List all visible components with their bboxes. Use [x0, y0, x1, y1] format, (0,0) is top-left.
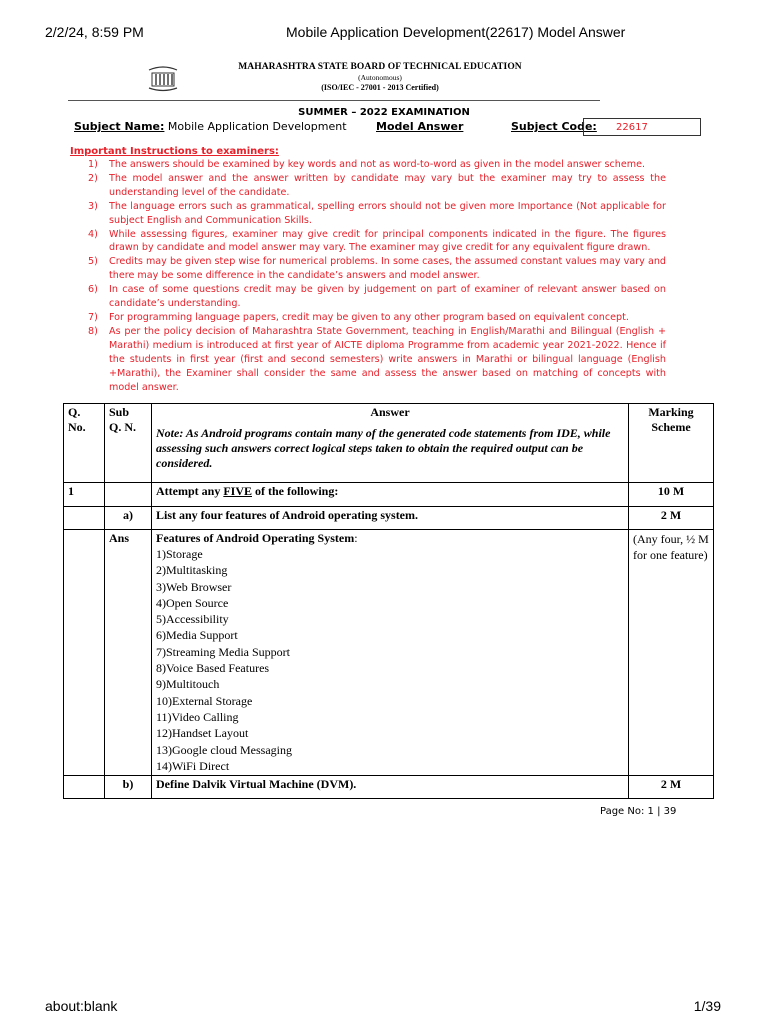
list-item: 9)Multitouch — [156, 677, 220, 692]
question-marks: 10 M — [629, 483, 714, 507]
sub-question-label: b) — [105, 776, 152, 799]
sub-question-label: a) — [105, 507, 152, 530]
board-autonomous: (Autonomous) — [358, 73, 402, 82]
answer-label: Ans — [105, 530, 152, 776]
empty-cell — [64, 776, 105, 799]
table-row — [64, 776, 714, 799]
instruction-number: 3) — [88, 200, 98, 212]
list-item: 5)Accessibility — [156, 612, 229, 627]
instruction-text: Credits may be given step wise for numerical problems. In some cases, the assumed constant values may vary and there may be some difference in the candidate’s answers and model answer. — [109, 256, 666, 282]
subject-name: Mobile Application Development — [167, 120, 347, 133]
instruction-item — [88, 200, 666, 228]
answer-content — [152, 530, 629, 776]
header-q-line1: Q. — [68, 405, 81, 419]
print-header — [45, 24, 723, 44]
header-sub-line2: Q. N. — [109, 420, 136, 434]
table-row — [64, 530, 714, 776]
instruction-number: 1) — [88, 159, 98, 170]
table-row — [64, 507, 714, 530]
sub-question-marks: 2 M — [629, 507, 714, 530]
table-header-row — [64, 404, 714, 483]
question-text-emphasis: FIVE — [223, 484, 252, 498]
header-sub-line1: Sub — [109, 405, 130, 419]
list-item: 13)Google cloud Messaging — [156, 742, 292, 757]
instruction-text: In case of some questions credit may be given by judgement on part of examiner of relevant answer based on candidate’s understanding. — [109, 284, 666, 310]
instruction-text: As per the policy decision of Maharashtra State Government, teaching in English/Marathi and Bilingual (English + Marathi) medium is introduced at first year of AICTE diploma Programme from academic year 2021-2022. Hence if the students in first year (first and second semesters) write answers in Marathi or bilingual language (English +Marathi), the Examiner shall consider the same and assess the answer based on matching of concepts with model answer. — [109, 325, 666, 393]
header-q-no — [64, 404, 105, 483]
empty-cell — [105, 483, 152, 507]
answer-heading-text: Features of Android Operating System — [156, 531, 355, 545]
list-item: 6)Media Support — [156, 628, 238, 643]
print-datetime: 2/2/24, 8:59 PM — [45, 24, 144, 40]
instruction-text: The answers should be examined by key words and not as word-to-word as given in the model answer scheme. — [109, 159, 646, 170]
list-item: 11)Video Calling — [156, 709, 239, 724]
print-footer — [45, 994, 723, 1014]
instruction-item — [88, 283, 666, 311]
sub-question-marks: 2 M — [629, 776, 714, 799]
subject-code-box: 22617 — [583, 118, 701, 136]
list-item: 8)Voice Based Features — [156, 661, 270, 676]
model-answer-label: Model Answer — [376, 120, 464, 133]
instruction-number: 8) — [88, 325, 98, 337]
list-item: 4)Open Source — [156, 595, 229, 610]
question-text-part: Attempt any — [156, 484, 224, 498]
feature-list — [156, 546, 624, 774]
table-row — [64, 483, 714, 507]
instruction-number: 6) — [88, 284, 98, 296]
list-item: 3)Web Browser — [156, 579, 232, 594]
instruction-item — [88, 255, 666, 283]
instruction-text: The language errors such as grammatical, spelling errors should not be given more Importance (Not applicable for subject English and Communication Skills. — [109, 200, 666, 226]
question-text — [152, 483, 629, 507]
subject-label-group — [74, 120, 347, 133]
instruction-item — [88, 158, 666, 172]
msbte-logo-icon — [146, 66, 180, 92]
header-answer — [152, 404, 629, 483]
instructions-title: Important Instructions to examiners: — [70, 146, 279, 157]
instruction-number: 4) — [88, 228, 98, 240]
print-url: about:blank — [45, 998, 118, 1014]
print-document-title: Mobile Application Development(22617) Model Answer — [286, 24, 626, 40]
instruction-number: 7) — [88, 311, 98, 323]
list-item: 1)Storage — [156, 547, 203, 561]
header-sub-q — [105, 404, 152, 483]
list-item: 2)Multitasking — [156, 563, 228, 578]
list-item: 7)Streaming Media Support — [156, 644, 290, 659]
instruction-item — [88, 325, 666, 395]
subject-name-label: Subject Name: — [74, 120, 165, 133]
header-marking-line1: Marking — [648, 405, 694, 419]
list-item: 10)External Storage — [156, 693, 253, 708]
empty-cell — [64, 507, 105, 530]
header-q-line2: No. — [68, 420, 86, 434]
header-answer-label: Answer — [370, 405, 410, 419]
question-text-part: of the following: — [252, 484, 339, 498]
instruction-item — [88, 228, 666, 256]
subject-code-label: Subject Code: — [511, 120, 597, 133]
answer-heading — [156, 531, 624, 546]
answer-table — [63, 403, 714, 799]
header-note: Note: As Android programs contain many of the generated code statements from IDE, while assessing such answers correct logical steps taken to obtain the required output can be considered. — [156, 426, 611, 470]
instruction-item — [88, 311, 666, 325]
header-marking-line2: Scheme — [651, 420, 691, 434]
list-item: 14)WiFi Direct — [156, 758, 230, 773]
instruction-number: 5) — [88, 256, 98, 268]
board-heading — [180, 62, 580, 92]
page-number: Page No: 1 | 39 — [600, 806, 677, 817]
empty-cell — [64, 530, 105, 776]
exam-title: SUMMER – 2022 EXAMINATION — [298, 107, 470, 118]
board-name: MAHARASHTRA STATE BOARD OF TECHNICAL EDUCATION — [238, 62, 522, 72]
header-marking-scheme — [629, 404, 714, 483]
instruction-text: The model answer and the answer written by candidate may vary but the examiner may try to assess the understanding level of the candidate. — [109, 172, 666, 198]
sub-question-text: Define Dalvik Virtual Machine (DVM). — [152, 776, 629, 799]
print-page-count: 1/39 — [693, 998, 721, 1014]
instruction-number: 2) — [88, 172, 98, 184]
instructions-list — [88, 158, 666, 394]
answer-heading-colon: : — [354, 531, 358, 545]
header-rule — [68, 100, 600, 101]
instruction-item — [88, 172, 666, 200]
sub-question-text: List any four features of Android operating system. — [152, 507, 629, 530]
instruction-text: For programming language papers, credit may be given to any other program based on equivalent concept. — [109, 311, 629, 323]
board-certification: (ISO/IEC - 27001 - 2013 Certified) — [321, 83, 439, 92]
instruction-text: While assessing figures, examiner may give credit for principal components indicated in the figure. The figures drawn by candidate and model answer may vary. The examiner may give credit for any equivalent figure drawn. — [109, 228, 666, 254]
list-item: 12)Handset Layout — [156, 726, 249, 741]
answer-scheme: (Any four, ½ M for one feature) — [629, 530, 714, 776]
question-number: 1 — [64, 483, 105, 507]
